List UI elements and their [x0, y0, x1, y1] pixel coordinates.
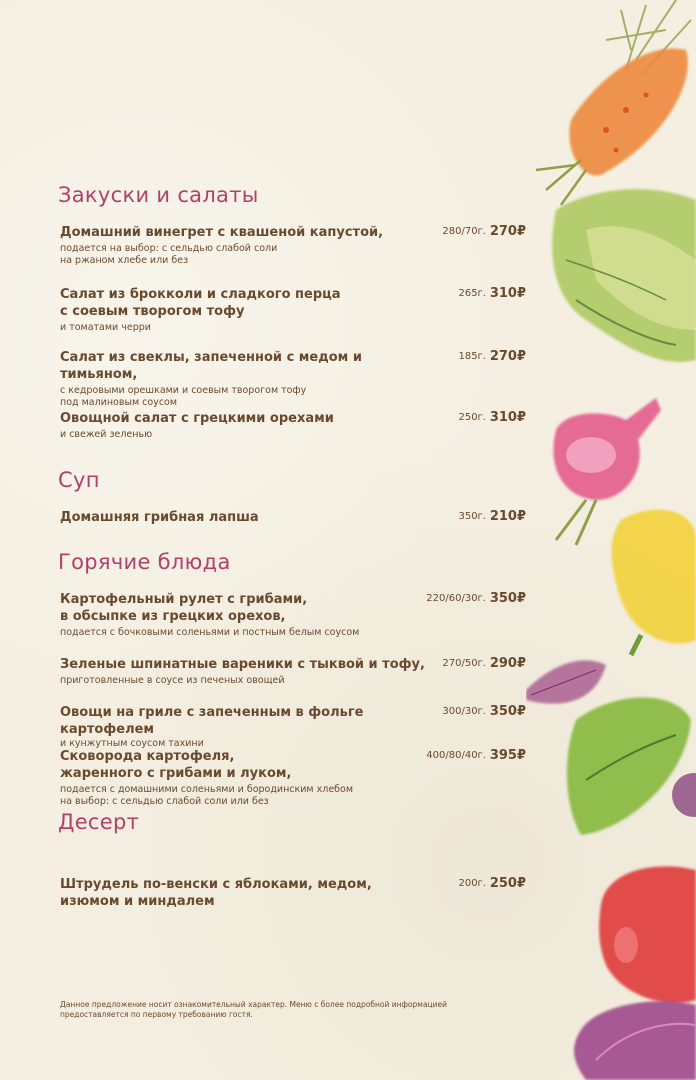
item-weight: 280/70г.	[442, 226, 486, 237]
disclaimer-line: предоставляется по первому требованию гостя.	[60, 1010, 253, 1019]
item-desc-line: на выбор: с сельдью слабой соли или без	[60, 796, 269, 807]
disclaimer	[60, 1000, 500, 1020]
item-description	[60, 385, 440, 409]
item-weight: 265г.	[458, 288, 486, 299]
item-description	[60, 784, 440, 808]
item-desc-line: и свежей зеленью	[60, 429, 153, 440]
item-name-line: в обсыпке из грецких орехов,	[60, 609, 286, 624]
item-description	[60, 675, 440, 687]
item-name-line: Штрудель по-венски с яблоками, медом,	[60, 877, 372, 892]
menu-item	[60, 704, 526, 750]
menu-item	[60, 876, 526, 910]
menu-item	[60, 349, 526, 409]
item-name-line: Салат из брокколи и сладкого перца	[60, 287, 341, 302]
item-name	[60, 349, 430, 383]
item-name-line: Домашняя грибная лапша	[60, 510, 259, 525]
item-name-line: Картофельный рулет с грибами,	[60, 592, 308, 607]
item-price: 395₽	[489, 748, 526, 763]
item-name	[60, 876, 430, 910]
item-desc-line: под малиновым соусом	[60, 397, 178, 408]
item-desc-line: подается на выбор: с сельдью слабой соли	[60, 243, 278, 254]
item-price: 270₽	[489, 224, 526, 239]
menu-item	[60, 591, 526, 639]
basil-leaf-illustration	[526, 660, 606, 703]
item-name-line: изюмом и миндалем	[60, 894, 215, 909]
item-description	[60, 429, 440, 441]
item-desc-line: приготовленные в соусе из печеных овощей	[60, 675, 285, 686]
item-desc-line: и кунжутным соусом тахини	[60, 738, 204, 749]
menu-item	[60, 286, 526, 334]
item-price: 350₽	[489, 591, 526, 606]
item-weight: 200г.	[458, 878, 486, 889]
disclaimer-line: Данное предложение носит ознакомительный характер. Меню с более подробной информацией	[60, 1000, 448, 1009]
item-price: 310₽	[489, 410, 526, 425]
menu-item	[60, 656, 526, 687]
lettuce-illustration	[552, 189, 696, 362]
item-name	[60, 748, 430, 782]
red-onion-illustration	[574, 1001, 696, 1080]
item-price: 350₽	[489, 704, 526, 719]
menu-item	[60, 509, 526, 526]
item-name-line: Зеленые шпинатные вареники с тыквой и тофу,	[60, 657, 425, 672]
menu-item	[60, 410, 526, 441]
cucumber-illustration	[567, 698, 691, 836]
item-name-line: Овощи на гриле с запеченным в фольге картофелем	[60, 705, 364, 737]
section-title-soup: Суп	[58, 468, 100, 492]
item-description	[60, 322, 440, 334]
item-price: 210₽	[489, 509, 526, 524]
item-weight: 220/60/30г.	[426, 593, 486, 604]
menu-item	[60, 224, 526, 267]
item-name-line: Сковорода картофеля,	[60, 749, 235, 764]
item-desc-line: и томатами черри	[60, 322, 151, 333]
item-price: 290₽	[489, 656, 526, 671]
tomato-illustration	[599, 866, 696, 1003]
carrot-illustration	[536, 48, 688, 205]
item-weight: 185г.	[458, 351, 486, 362]
item-description	[60, 243, 440, 267]
item-name	[60, 591, 430, 625]
item-name	[60, 286, 430, 320]
item-name	[60, 410, 430, 427]
item-price: 310₽	[489, 286, 526, 301]
section-title-dessert: Десерт	[58, 810, 140, 834]
item-name-line: Салат из свеклы, запеченной с медом и тимьяном,	[60, 350, 362, 382]
item-weight: 300/30г.	[442, 706, 486, 717]
item-price: 250₽	[489, 876, 526, 891]
item-name-line: с соевым творогом тофу	[60, 304, 245, 319]
menu-item	[60, 748, 526, 808]
eggplant-illustration	[672, 773, 696, 817]
item-name-line: Овощной салат с грецкими орехами	[60, 411, 334, 426]
item-price: 270₽	[489, 349, 526, 364]
item-description	[60, 627, 440, 639]
item-weight: 250г.	[458, 412, 486, 423]
yellow-pepper-illustration	[612, 510, 696, 655]
section-title-hot-dishes: Горячие блюда	[58, 550, 231, 574]
vegetable-illustrations	[526, 0, 696, 1080]
item-desc-line: с кедровыми орешками и соевым творогом тофу	[60, 385, 307, 396]
item-weight: 350г.	[458, 511, 486, 522]
item-desc-line: подается с домашними соленьями и бородинским хлебом	[60, 784, 353, 795]
item-desc-line: подается с бочковыми соленьями и постным белым соусом	[60, 627, 360, 638]
item-weight: 270/50г.	[442, 658, 486, 669]
item-name	[60, 509, 430, 526]
item-name	[60, 704, 460, 738]
item-name	[60, 224, 430, 241]
item-weight: 400/80/40г.	[426, 750, 486, 761]
section-title-appetizers: Закуски и салаты	[58, 183, 259, 207]
item-name-line: Домашний винегрет с квашеной капустой,	[60, 225, 384, 240]
item-name-line: жаренного с грибами и луком,	[60, 766, 292, 781]
item-desc-line: на ржаном хлебе или без	[60, 255, 189, 266]
item-name	[60, 656, 430, 673]
